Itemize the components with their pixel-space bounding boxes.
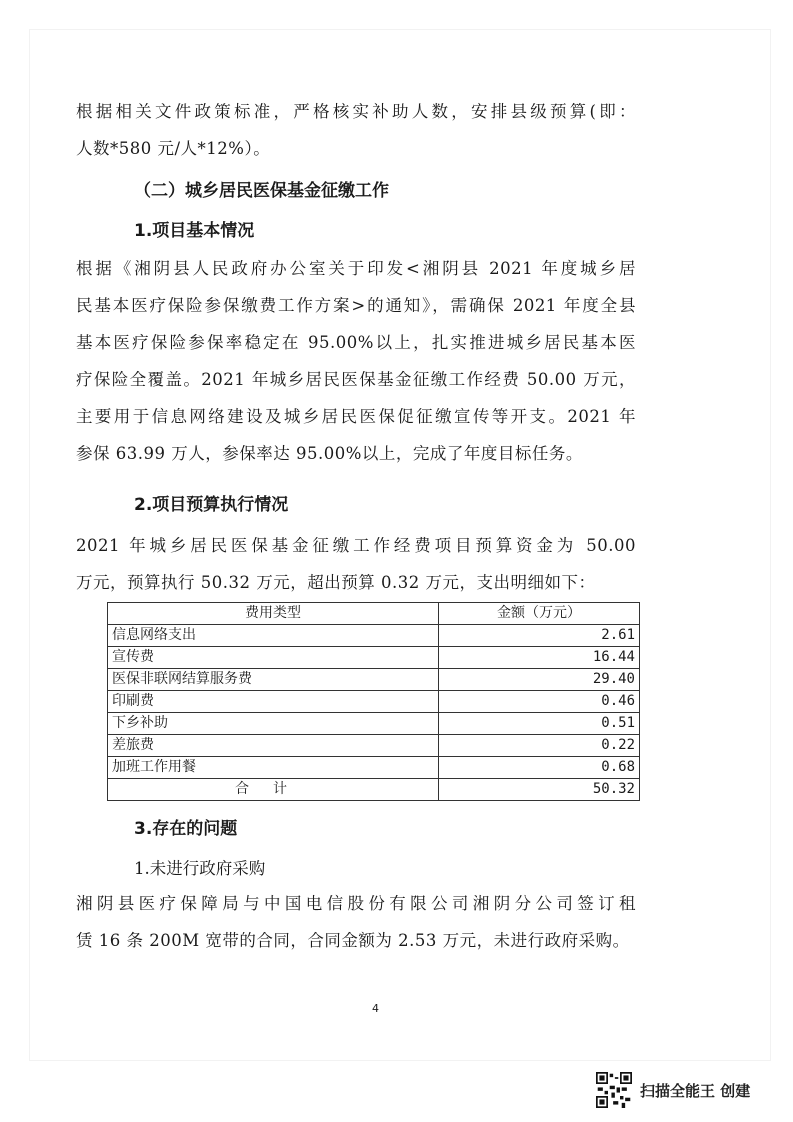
expense-type-cell: 医保非联网结算服务费 [108,669,439,691]
total-amount-cell: 50.32 [439,779,640,801]
paragraph-line: 根据《湘阴县人民政府办公室关于印发<湘阴县 2021 年度城乡居 [76,259,636,278]
total-label-cell: 合计 [108,779,439,801]
table-header-type: 费用类型 [108,603,439,625]
table-total-row [108,779,640,801]
paragraph-line: 人数*580 元/人*12%）。 [76,139,271,158]
table-row [108,691,640,713]
table-header-amount: 金额（万元） [439,603,640,625]
expense-amount-cell: 0.51 [439,713,640,735]
expense-amount-cell: 16.44 [439,647,640,669]
expense-type-cell: 下乡补助 [108,713,439,735]
paragraph-line: 2021 年城乡居民医保基金征缴工作经费项目预算资金为 50.00 [76,536,636,555]
paragraph-line: 主要用于信息网络建设及城乡居民医保促征缴宣传等开支。2021 年 [76,407,636,426]
paragraph-line: 参保 63.99 万人，参保率达 95.00%以上，完成了年度目标任务。 [76,444,583,463]
expense-amount-cell: 0.22 [439,735,640,757]
subsection-title: 2.项目预算执行情况 [134,495,289,515]
expense-type-cell: 印刷费 [108,691,439,713]
expense-amount-cell: 0.46 [439,691,640,713]
table-row [108,625,640,647]
paragraph-line: 民基本医疗保险参保缴费工作方案>的通知》，需确保 2021 年度全县 [76,296,636,315]
expense-type-cell: 加班工作用餐 [108,757,439,779]
paragraph-line: 赁 16 条 200M 宽带的合同，合同金额为 2.53 万元，未进行政府采购。 [76,931,630,950]
expense-type-cell: 差旅费 [108,735,439,757]
table-header-row [108,603,640,625]
paragraph-line: 根据相关文件政策标准，严格核实补助人数，安排县级预算(即： [76,102,636,121]
paragraph-line: 疗保险全覆盖。2021 年城乡居民医保基金征缴工作经费 50.00 万元， [76,370,636,389]
paragraph-line: 基本医疗保险参保率稳定在 95.00%以上，扎实推进城乡居民基本医 [76,333,636,352]
expense-amount-cell: 2.61 [439,625,640,647]
expense-table [107,602,640,801]
paragraph-line: 湘阴县医疗保障局与中国电信股份有限公司湘阴分公司签订租 [76,894,636,913]
table-row [108,735,640,757]
expense-type-cell: 宣传费 [108,647,439,669]
paragraph-line: 万元，预算执行 50.32 万元，超出预算 0.32 万元，支出明细如下： [76,573,596,592]
watermark-text: 扫描全能王 创建 [640,1081,751,1100]
expense-amount-cell: 0.68 [439,757,640,779]
issue-title: 1.未进行政府采购 [134,859,266,878]
table-row [108,647,640,669]
expense-type-cell: 信息网络支出 [108,625,439,647]
page-number: 4 [372,1002,379,1015]
table-row [108,713,640,735]
section-title: （二）城乡居民医保基金征缴工作 [134,181,389,201]
table-row [108,757,640,779]
subsection-title: 1.项目基本情况 [134,221,255,241]
scanner-watermark [596,1070,750,1110]
expense-amount-cell: 29.40 [439,669,640,691]
table-row [108,669,640,691]
subsection-title: 3.存在的问题 [134,819,238,839]
qr-code-icon [596,1072,632,1108]
